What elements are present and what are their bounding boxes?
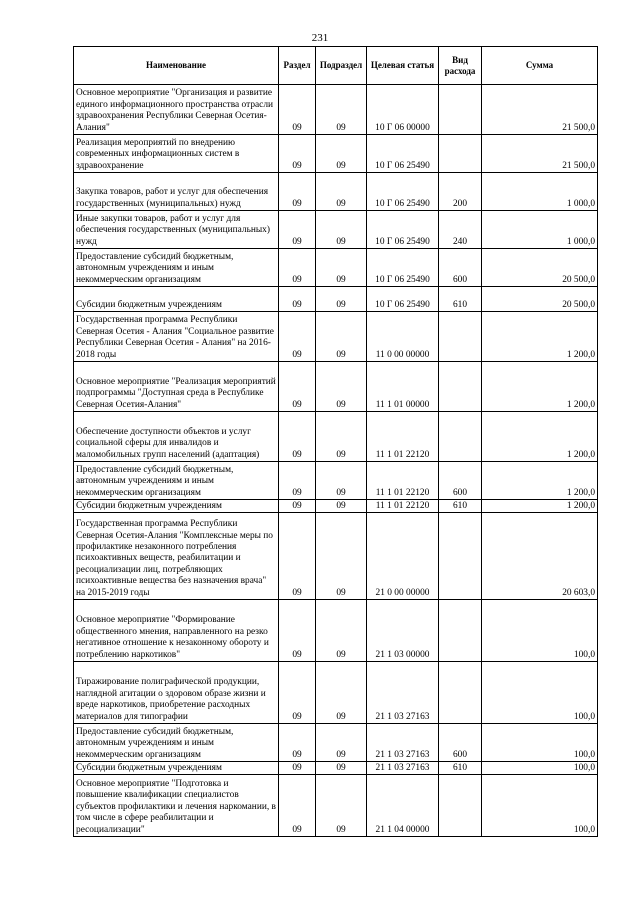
table-row — [74, 500, 598, 513]
row-section: 09 — [279, 85, 316, 135]
header-section: Раздел — [279, 47, 316, 85]
row-target: 21 1 04 00000 — [367, 775, 439, 837]
row-name: Субсидии бюджетным учреждениям — [74, 500, 279, 513]
page-number: 231 — [311, 32, 329, 44]
table-row — [74, 173, 598, 211]
row-type: 610 — [439, 287, 482, 312]
table-row — [74, 287, 598, 312]
row-section: 09 — [279, 600, 316, 662]
row-subsection: 09 — [316, 775, 367, 837]
row-subsection: 09 — [316, 249, 367, 287]
row-section: 09 — [279, 513, 316, 600]
row-section: 09 — [279, 312, 316, 362]
row-section: 09 — [279, 462, 316, 500]
header-target: Целевая статья — [367, 47, 439, 85]
row-sum: 100,0 — [482, 600, 598, 662]
row-sum: 1 200,0 — [482, 462, 598, 500]
row-section: 09 — [279, 724, 316, 762]
row-name: Субсидии бюджетным учреждениям — [74, 287, 279, 312]
row-target: 10 Г 06 25490 — [367, 249, 439, 287]
row-type — [439, 412, 482, 462]
table-row — [74, 135, 598, 173]
row-target: 10 Г 06 25490 — [367, 211, 439, 249]
row-sum: 100,0 — [482, 775, 598, 837]
row-sum: 21 500,0 — [482, 85, 598, 135]
row-type — [439, 85, 482, 135]
row-target: 21 1 03 27163 — [367, 762, 439, 775]
row-name: Основное мероприятие "Организация и развитие единого информационного пространства отрасли здравоохранения Республики Северная Осетия-Алания" — [74, 85, 279, 135]
row-subsection: 09 — [316, 287, 367, 312]
row-subsection: 09 — [316, 762, 367, 775]
row-target: 21 1 03 27163 — [367, 662, 439, 724]
row-subsection: 09 — [316, 462, 367, 500]
row-name: Государственная программа Республики Северная Осетия-Алания "Комплексные меры по профилактике незаконного потребления психоактивных веществ, реабилитации и ресоциализации лиц, потребляющих психоактивные вещества без назначения врача" на 2015-2019 годы — [74, 513, 279, 600]
row-name: Основное мероприятие "Реализация мероприятий подпрограммы "Доступная среда в Республике Северная Осетия-Алания" — [74, 362, 279, 412]
table-row — [74, 462, 598, 500]
row-section: 09 — [279, 412, 316, 462]
row-subsection: 09 — [316, 513, 367, 600]
row-target: 11 1 01 22120 — [367, 412, 439, 462]
row-target: 10 Г 06 25490 — [367, 173, 439, 211]
table-row — [74, 362, 598, 412]
budget-table — [73, 46, 598, 837]
row-name: Основное мероприятие "Формирование общественного мнения, направленного на резко негативное отношение к незаконному обороту и потреблению наркотиков" — [74, 600, 279, 662]
row-target: 21 1 03 00000 — [367, 600, 439, 662]
row-target: 11 1 01 22120 — [367, 462, 439, 500]
row-name: Основное мероприятие "Подготовка и повышение квалификации специалистов субъектов профилактики и лечения наркомании, в том числе в сфере реабилитации и ресоциализации" — [74, 775, 279, 837]
row-sum: 100,0 — [482, 762, 598, 775]
row-section: 09 — [279, 135, 316, 173]
row-type — [439, 312, 482, 362]
header-type: Вид расхода — [439, 47, 482, 85]
table-row — [74, 85, 598, 135]
row-type — [439, 135, 482, 173]
row-type: 600 — [439, 462, 482, 500]
row-subsection: 09 — [316, 724, 367, 762]
row-sum: 1 200,0 — [482, 362, 598, 412]
row-sum: 100,0 — [482, 662, 598, 724]
row-section: 09 — [279, 249, 316, 287]
row-sum: 1 200,0 — [482, 312, 598, 362]
row-sum: 100,0 — [482, 724, 598, 762]
row-type — [439, 775, 482, 837]
header-subsection: Подраздел — [316, 47, 367, 85]
row-type: 610 — [439, 500, 482, 513]
row-name: Закупка товаров, работ и услуг для обеспечения государственных (муниципальных) нужд — [74, 173, 279, 211]
row-subsection: 09 — [316, 85, 367, 135]
row-type — [439, 513, 482, 600]
table-row — [74, 513, 598, 600]
row-name: Предоставление субсидий бюджетным, автономным учреждениям и иным некоммерческим организациям — [74, 462, 279, 500]
row-target: 10 Г 06 25490 — [367, 287, 439, 312]
row-subsection: 09 — [316, 173, 367, 211]
row-sum: 1 200,0 — [482, 500, 598, 513]
row-type: 200 — [439, 173, 482, 211]
row-sum: 1 000,0 — [482, 173, 598, 211]
table-row — [74, 662, 598, 724]
row-type: 600 — [439, 249, 482, 287]
row-name: Иные закупки товаров, работ и услуг для обеспечения государственных (муниципальных) нужд — [74, 211, 279, 249]
row-subsection: 09 — [316, 500, 367, 513]
row-subsection: 09 — [316, 662, 367, 724]
row-target: 11 1 01 22120 — [367, 500, 439, 513]
row-subsection: 09 — [316, 412, 367, 462]
row-type — [439, 600, 482, 662]
table-row — [74, 312, 598, 362]
row-name: Предоставление субсидий бюджетным, автономным учреждениям и иным некоммерческим организациям — [74, 249, 279, 287]
row-section: 09 — [279, 173, 316, 211]
row-target: 21 1 03 27163 — [367, 724, 439, 762]
row-subsection: 09 — [316, 135, 367, 173]
row-sum: 20 500,0 — [482, 249, 598, 287]
row-section: 09 — [279, 762, 316, 775]
row-name: Тиражирование полиграфической продукции, наглядной агитации о здоровом образе жизни и вреде наркотиков, приобретение расходных материалов для типографии — [74, 662, 279, 724]
table-row — [74, 762, 598, 775]
header-sum: Сумма — [482, 47, 598, 85]
row-sum: 20 500,0 — [482, 287, 598, 312]
row-subsection: 09 — [316, 600, 367, 662]
row-type: 240 — [439, 211, 482, 249]
table-row — [74, 249, 598, 287]
row-name: Реализация мероприятий по внедрению современных информационных систем в здравоохранение — [74, 135, 279, 173]
row-target: 11 1 01 00000 — [367, 362, 439, 412]
row-section: 09 — [279, 287, 316, 312]
row-type — [439, 662, 482, 724]
row-section: 09 — [279, 211, 316, 249]
row-type: 600 — [439, 724, 482, 762]
row-subsection: 09 — [316, 312, 367, 362]
row-type: 610 — [439, 762, 482, 775]
row-section: 09 — [279, 500, 316, 513]
header-name: Наименование — [74, 47, 279, 85]
table-header-row — [74, 47, 598, 85]
row-target: 10 Г 06 00000 — [367, 85, 439, 135]
row-name: Предоставление субсидий бюджетным, автономным учреждениям и иным некоммерческим организациям — [74, 724, 279, 762]
table-row — [74, 211, 598, 249]
row-sum: 1 200,0 — [482, 412, 598, 462]
row-section: 09 — [279, 362, 316, 412]
row-section: 09 — [279, 775, 316, 837]
row-name: Государственная программа Республики Северная Осетия - Алания "Социальное развитие Республики Северная Осетия - Алания" на 2016-2018 годы — [74, 312, 279, 362]
row-sum: 20 603,0 — [482, 513, 598, 600]
row-target: 11 0 00 00000 — [367, 312, 439, 362]
row-subsection: 09 — [316, 211, 367, 249]
row-sum: 21 500,0 — [482, 135, 598, 173]
row-sum: 1 000,0 — [482, 211, 598, 249]
row-target: 10 Г 06 25490 — [367, 135, 439, 173]
row-name: Обеспечение доступности объектов и услуг социальной сферы для инвалидов и маломобильных групп населений (адаптация) — [74, 412, 279, 462]
row-subsection: 09 — [316, 362, 367, 412]
table-row — [74, 412, 598, 462]
table-row — [74, 600, 598, 662]
table-row — [74, 775, 598, 837]
table-row — [74, 724, 598, 762]
row-name: Субсидии бюджетным учреждениям — [74, 762, 279, 775]
row-target: 21 0 00 00000 — [367, 513, 439, 600]
row-type — [439, 362, 482, 412]
row-section: 09 — [279, 662, 316, 724]
